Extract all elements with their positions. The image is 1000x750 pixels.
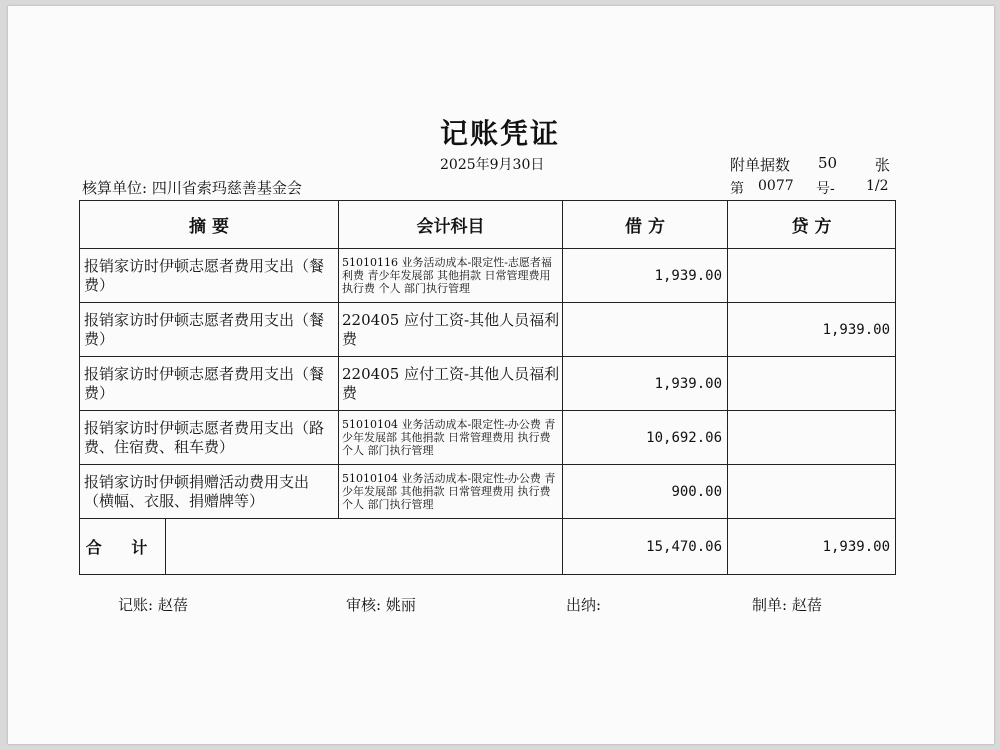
row-summary: 报销家访时伊顿捐赠活动费用支出（横幅、衣服、捐赠牌等） — [80, 465, 339, 519]
table-row — [80, 465, 896, 519]
row-debit: 900.00 — [563, 465, 728, 519]
row-debit: 1,939.00 — [563, 249, 728, 303]
attachments-label: 附单据数 — [730, 156, 791, 174]
row-credit: 1,939.00 — [728, 303, 896, 357]
table-row — [80, 357, 896, 411]
header-account: 会计科目 — [339, 201, 563, 249]
footer-bookkeeper: 记账: 赵蓓 — [118, 596, 188, 614]
unit-name: 四川省索玛慈善基金会 — [151, 179, 302, 197]
table-header — [80, 201, 896, 249]
row-credit — [728, 357, 896, 411]
header-debit: 借 方 — [563, 201, 728, 249]
footer-reviewer: 审核: 姚丽 — [346, 596, 416, 614]
row-summary: 报销家访时伊顿志愿者费用支出（餐费） — [80, 357, 339, 411]
table-row — [80, 303, 896, 357]
unit-label: 核算单位: — [82, 179, 148, 197]
attachments-count: 50 — [818, 154, 838, 172]
row-summary: 报销家访时伊顿志愿者费用支出（餐费） — [80, 303, 339, 357]
attachments-unit: 张 — [875, 156, 891, 174]
total-debit: 15,470.06 — [563, 519, 728, 575]
footer-cashier: 出纳: — [566, 596, 602, 614]
row-summary: 报销家访时伊顿志愿者费用支出（路费、住宿费、租车费） — [80, 411, 339, 465]
table-row — [80, 249, 896, 303]
row-debit: 10,692.06 — [563, 411, 728, 465]
total-row — [80, 519, 896, 575]
header-summary: 摘 要 — [80, 201, 339, 249]
total-label: 合 计 — [80, 519, 166, 575]
row-summary: 报销家访时伊顿志愿者费用支出（餐费） — [80, 249, 339, 303]
voucher-no-prefix: 第 — [730, 181, 744, 197]
row-credit — [728, 411, 896, 465]
total-blank — [166, 519, 563, 575]
row-credit — [728, 249, 896, 303]
voucher-no-suffix: 号- — [816, 181, 835, 197]
row-account: 51010116 业务活动成本-限定性-志愿者福利费 青少年发展部 其他捐款 日常管理费用 执行费 个人 部门执行管理 — [339, 249, 563, 303]
accounting-unit — [82, 177, 302, 198]
voucher-table — [79, 200, 896, 575]
total-credit: 1,939.00 — [728, 519, 896, 575]
row-debit — [563, 303, 728, 357]
row-account: 51010104 业务活动成本-限定性-办公费 青少年发展部 其他捐款 日常管理费用 执行费 个人 部门执行管理 — [339, 465, 563, 519]
row-debit: 1,939.00 — [563, 357, 728, 411]
row-credit — [728, 465, 896, 519]
voucher-date: 2025年9月30日 — [440, 157, 545, 173]
row-account: 51010104 业务活动成本-限定性-办公费 青少年发展部 其他捐款 日常管理费用 执行费 个人 部门执行管理 — [339, 411, 563, 465]
row-account: 220405 应付工资-其他人员福利费 — [339, 357, 563, 411]
row-account: 220405 应付工资-其他人员福利费 — [339, 303, 563, 357]
voucher-page: 1/2 — [866, 178, 889, 194]
footer-preparer: 制单: 赵蓓 — [752, 596, 822, 614]
table-row — [80, 411, 896, 465]
voucher-no-value: 0077 — [758, 178, 794, 194]
voucher-title: 记账凭证 — [439, 117, 560, 150]
header-credit: 贷 方 — [728, 201, 896, 249]
